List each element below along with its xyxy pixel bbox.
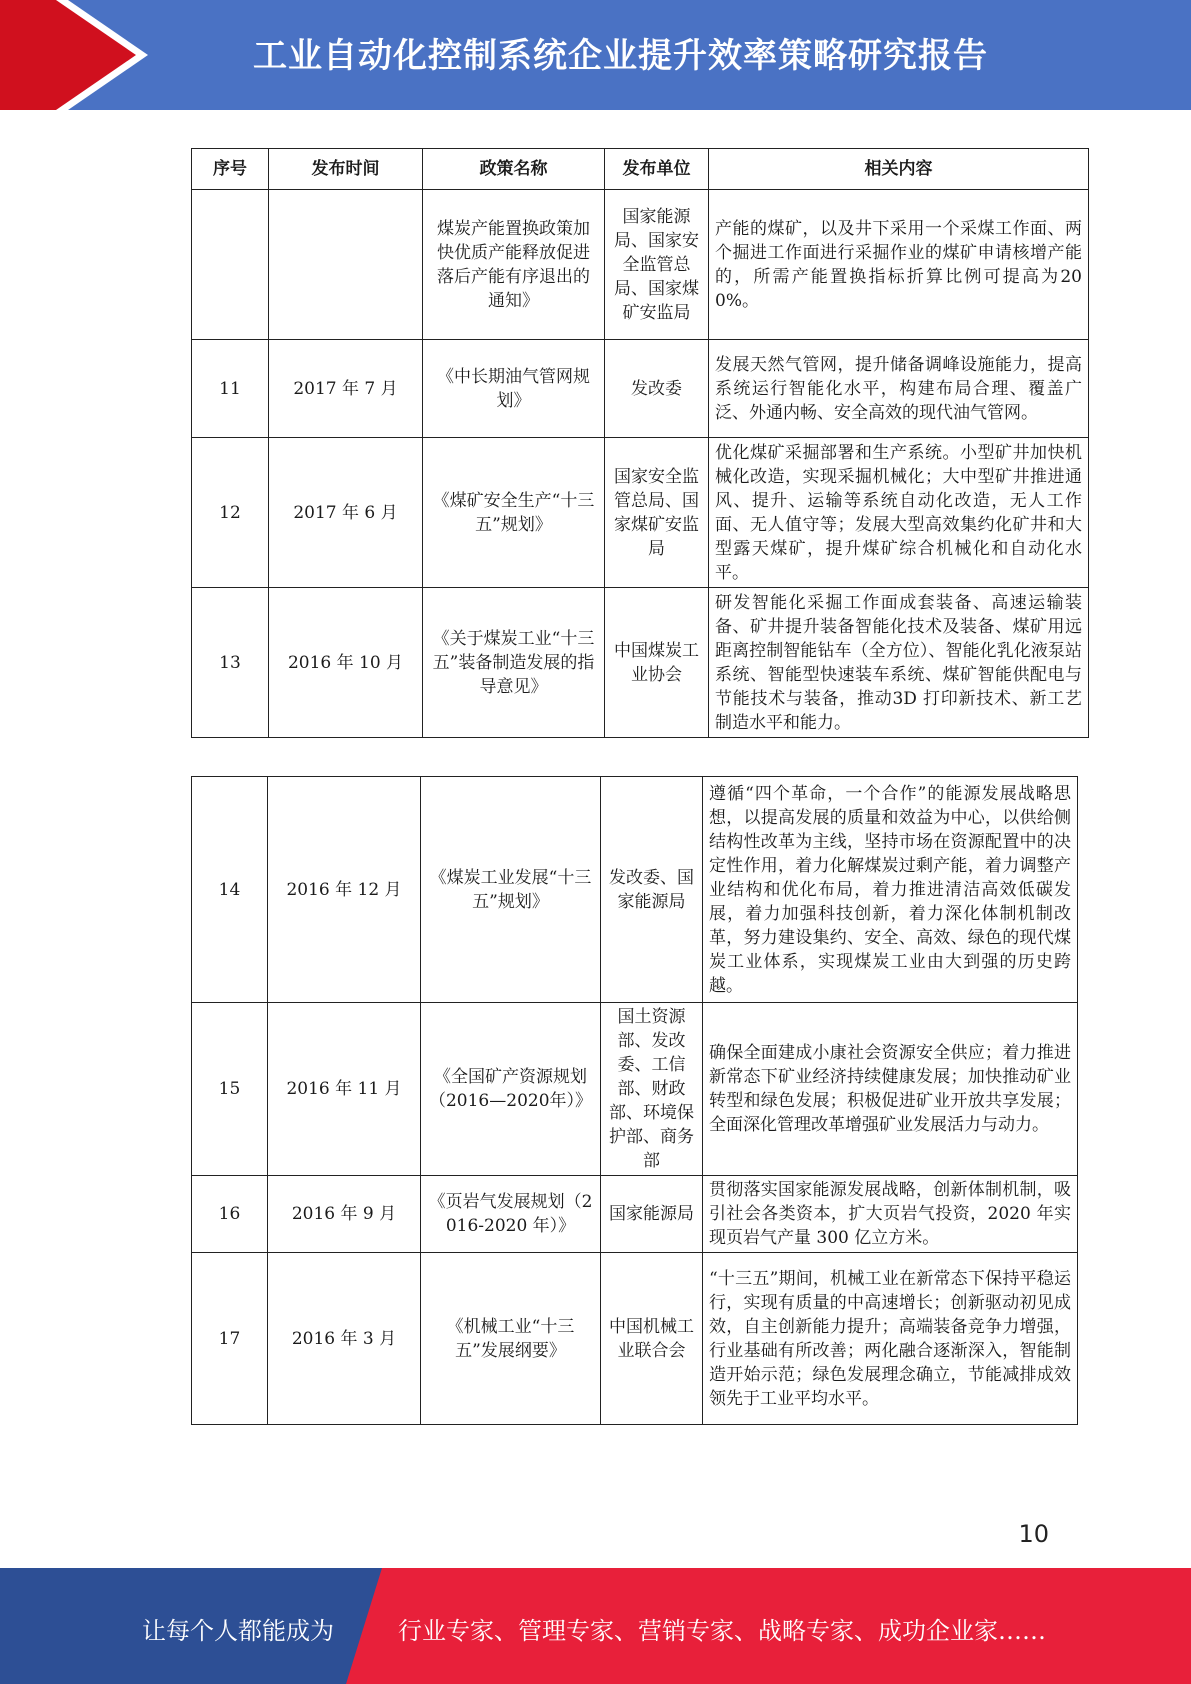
cell-date: 2016 年 9 月 — [268, 1176, 421, 1253]
footer-slogan-right: 行业专家、管理专家、营销专家、战略专家、成功企业家…… — [398, 1617, 1046, 1645]
cell-content: 贯彻落实国家能源发展战略，创新体制机制，吸引社会各类资本，扩大页岩气投资，2020 年实现页岩气产量 300 亿立方米。 — [703, 1176, 1078, 1253]
cell-policy-name: 《煤矿安全生产“十三五”规划》 — [423, 438, 605, 588]
cell-issuer: 发改委 — [605, 340, 709, 438]
cell-content: 发展天然气管网，提升储备调峰设施能力，提高系统运行智能化水平，构建布局合理、覆盖广泛、外通内畅、安全高效的现代油气管网。 — [709, 340, 1089, 438]
cell-no: 15 — [192, 1003, 268, 1176]
footer-slogan-left: 让每个人都能成为 — [142, 1617, 334, 1645]
page-number: 10 — [1018, 1520, 1049, 1548]
cell-date: 2017 年 6 月 — [269, 438, 423, 588]
cell-issuer: 国家能源局、国家安全监管总局、国家煤矿安监局 — [605, 190, 709, 340]
cell-content: 研发智能化采掘工作面成套装备、高速运输装备、矿井提升装备智能化技术及装备、煤矿用远距离控制智能钻车（全方位）、智能化乳化液泵站系统、智能型快速装车系统、煤矿智能供配电与节能技术与装备，推动3D 打印新技术、新工艺制造水平和能力。 — [709, 588, 1089, 738]
cell-policy-name: 煤炭产能置换政策加快优质产能释放促进落后产能有序退出的通知》 — [423, 190, 605, 340]
cell-policy-name: 《关于煤炭工业“十三五”装备制造发展的指导意见》 — [423, 588, 605, 738]
cell-content: 确保全面建成小康社会资源安全供应；着力推进新常态下矿业经济持续健康发展；加快推动矿业转型和绿色发展；积极促进矿业开放共享发展；全面深化管理改革增强矿业发展活力与动力。 — [703, 1003, 1078, 1176]
cell-no: 17 — [192, 1253, 268, 1425]
cell-date: 2016 年 11 月 — [268, 1003, 421, 1176]
cell-policy-name: 《机械工业“十三五”发展纲要》 — [421, 1253, 601, 1425]
cell-date: 2016 年 10 月 — [269, 588, 423, 738]
table-row — [192, 1003, 1078, 1176]
table-header-row — [192, 149, 1089, 190]
table-row — [192, 1253, 1078, 1425]
page-header — [0, 0, 1191, 110]
cell-issuer: 中国机械工业联合会 — [601, 1253, 703, 1425]
cell-issuer: 发改委、国家能源局 — [601, 777, 703, 1003]
cell-policy-name: 《中长期油气管网规划》 — [423, 340, 605, 438]
cell-content: 遵循“四个革命，一个合作”的能源发展战略思想，以提高发展的质量和效益为中心，以供给侧结构性改革为主线，坚持市场在资源配置中的决定性作用，着力化解煤炭过剩产能，着力调整产业结构和优化布局，着力推进清洁高效低碳发展，着力加强科技创新，着力深化体制机制改革，努力建设集约、安全、高效、绿色的现代煤炭工业体系，实现煤炭工业由大到强的历史跨越。 — [703, 777, 1078, 1003]
cell-no — [192, 190, 269, 340]
col-header-no: 序号 — [192, 149, 269, 190]
cell-no: 11 — [192, 340, 269, 438]
cell-no: 13 — [192, 588, 269, 738]
table-row — [192, 190, 1089, 340]
col-header-content: 相关内容 — [709, 149, 1089, 190]
cell-content: “十三五”期间，机械工业在新常态下保持平稳运行，实现有质量的中高速增长；创新驱动初见成效，自主创新能力提升；高端装备竞争力增强，行业基础有所改善；两化融合逐渐深入，智能制造开始示范；绿色发展理念确立，节能减排成效领先于工业平均水平。 — [703, 1253, 1078, 1425]
cell-no: 14 — [192, 777, 268, 1003]
policy-table-1 — [191, 148, 1089, 738]
report-title: 工业自动化控制系统企业提升效率策略研究报告 — [253, 36, 988, 76]
page-footer — [0, 1568, 1191, 1684]
cell-date: 2016 年 12 月 — [268, 777, 421, 1003]
table-row — [192, 438, 1089, 588]
cell-date: 2016 年 3 月 — [268, 1253, 421, 1425]
cell-policy-name: 《页岩气发展规划（2016-2020 年）》 — [421, 1176, 601, 1253]
col-header-date: 发布时间 — [269, 149, 423, 190]
table-row — [192, 340, 1089, 438]
table-row — [192, 588, 1089, 738]
policy-table-2 — [191, 776, 1078, 1425]
cell-policy-name: 《煤炭工业发展“十三五”规划》 — [421, 777, 601, 1003]
cell-no: 12 — [192, 438, 269, 588]
cell-issuer: 国土资源部、发改委、工信部、财政部、环境保护部、商务部 — [601, 1003, 703, 1176]
cell-content: 产能的煤矿，以及井下采用一个采煤工作面、两个掘进工作面进行采掘作业的煤矿申请核增产能的，所需产能置换指标折算比例可提高为200%。 — [709, 190, 1089, 340]
col-header-issuer: 发布单位 — [605, 149, 709, 190]
cell-date — [269, 190, 423, 340]
cell-policy-name: 《全国矿产资源规划（2016—2020年）》 — [421, 1003, 601, 1176]
cell-issuer: 国家能源局 — [601, 1176, 703, 1253]
cell-issuer: 中国煤炭工业协会 — [605, 588, 709, 738]
cell-content: 优化煤矿采掘部署和生产系统。小型矿井加快机械化改造，实现采掘机械化；大中型矿井推进通风、提升、运输等系统自动化改造，无人工作面、无人值守等；发展大型高效集约化矿井和大型露天煤矿，提升煤矿综合机械化和自动化水平。 — [709, 438, 1089, 588]
cell-no: 16 — [192, 1176, 268, 1253]
table-row — [192, 1176, 1078, 1253]
cell-issuer: 国家安全监管总局、国家煤矿安监局 — [605, 438, 709, 588]
cell-date: 2017 年 7 月 — [269, 340, 423, 438]
table-row — [192, 777, 1078, 1003]
col-header-name: 政策名称 — [423, 149, 605, 190]
